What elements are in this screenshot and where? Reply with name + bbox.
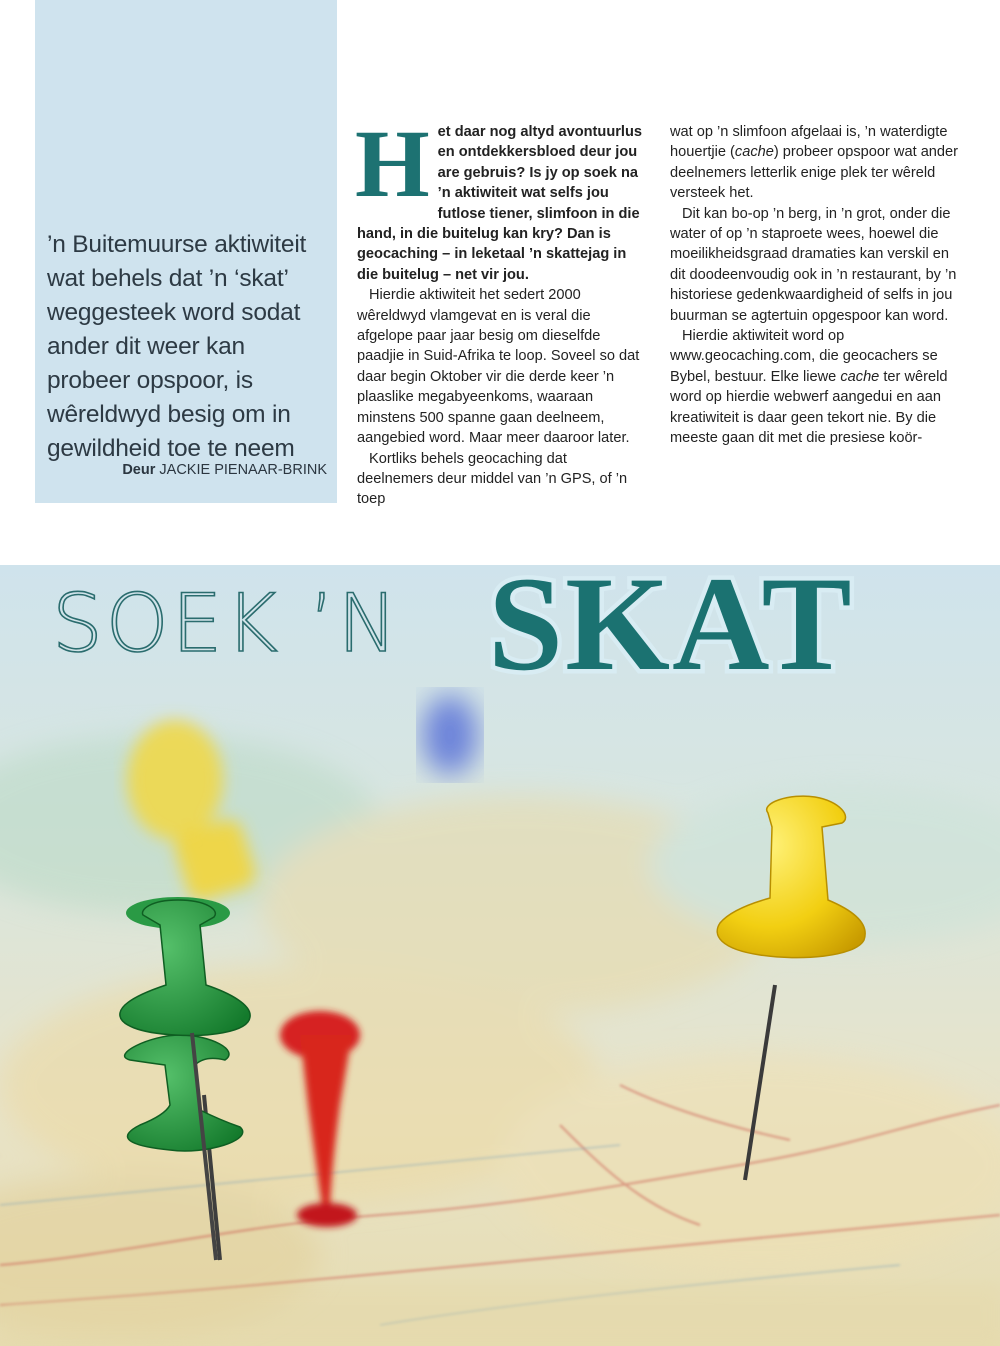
lead-text: et daar nog altyd avontuurlus en ontdekkersbloed deur jou are gebruis? Is jy op soek na ’n aktiwiteit wat selfs jou futlose tiener, slimfoon in die hand, in die buitelug kan kry? Dan is geocaching – in leketaal ’n skattejag in die buitelug – net vir jou. — [357, 124, 643, 283]
headline — [0, 550, 1000, 699]
italic-term: cache — [734, 144, 774, 161]
text-run: wat op ’n slimfoon afgelaai is, ’n waterdigte houertjie ( — [670, 124, 948, 161]
intro-standfirst: ’n Buitemuurse aktiwiteit wat behels dat ’n ‘skat’ weggesteek word sodat ander dit weer kan probeer opspoor, is wêreldwyd besig om in gewildheid toe te neem — [47, 231, 307, 462]
text-run: Hierdie aktiwiteit word op www.geocaching.com, die geocachers se Bybel, bestuur. Elke liewe — [670, 328, 938, 385]
article-column-1 — [355, 110, 644, 510]
text-run: ter wêreld word op hierdie webwerf aangedui en aan kreatiwiteit is daar geen tekort nie. By die meeste gaan dit met die presiese koör- — [670, 368, 948, 447]
article-column-2 — [670, 122, 960, 449]
paragraph-4 — [670, 326, 960, 448]
byline — [122, 462, 327, 478]
byline-author: JACKIE PIENAAR-BRINK — [159, 462, 327, 478]
headline-light: SOEK ’N — [52, 577, 401, 670]
paragraph-2-continued — [670, 122, 960, 204]
intro-panel — [35, 0, 337, 503]
byline-label: Deur — [122, 462, 156, 478]
paragraph-1: Hierdie aktiwiteit het sedert 2000 wêreldwyd vlamgevat en is veral die afgelope paar jaar besig om dieselfde paadjie in Suid-Afrika te loop. Soveel so dat daar begin Oktober vir die derde keer ’n plaaslike megabyeenkoms, waaraan minstens 500 spanne gaan deelneem, aangebied word. Maar meer daaroor later. — [357, 287, 640, 447]
lead-paragraph — [355, 110, 644, 285]
drop-cap: H — [355, 110, 430, 217]
headline-bold: SKAT — [488, 550, 854, 699]
paragraph-3: Dit kan bo-op ’n berg, in ’n grot, onder die water of op ’n staproete wees, hoewel die moeilikheidsgraad dramaties kan verskil en dit doodeenvoudig ook in ’n restaurant, by ’n historiese gedenkwaardigheid of selfs in jou buurman se agtertuin opgespoor kan word. — [670, 205, 957, 324]
italic-term: cache — [840, 368, 880, 385]
text-run: ) probeer opspoor wat ander deelnemers letterlik enige plek ter wêreld versteek het. — [670, 144, 959, 202]
paragraph-2: Kortliks behels geocaching dat deelnemers deur middel van ’n GPS, of ’n toep — [357, 450, 628, 508]
